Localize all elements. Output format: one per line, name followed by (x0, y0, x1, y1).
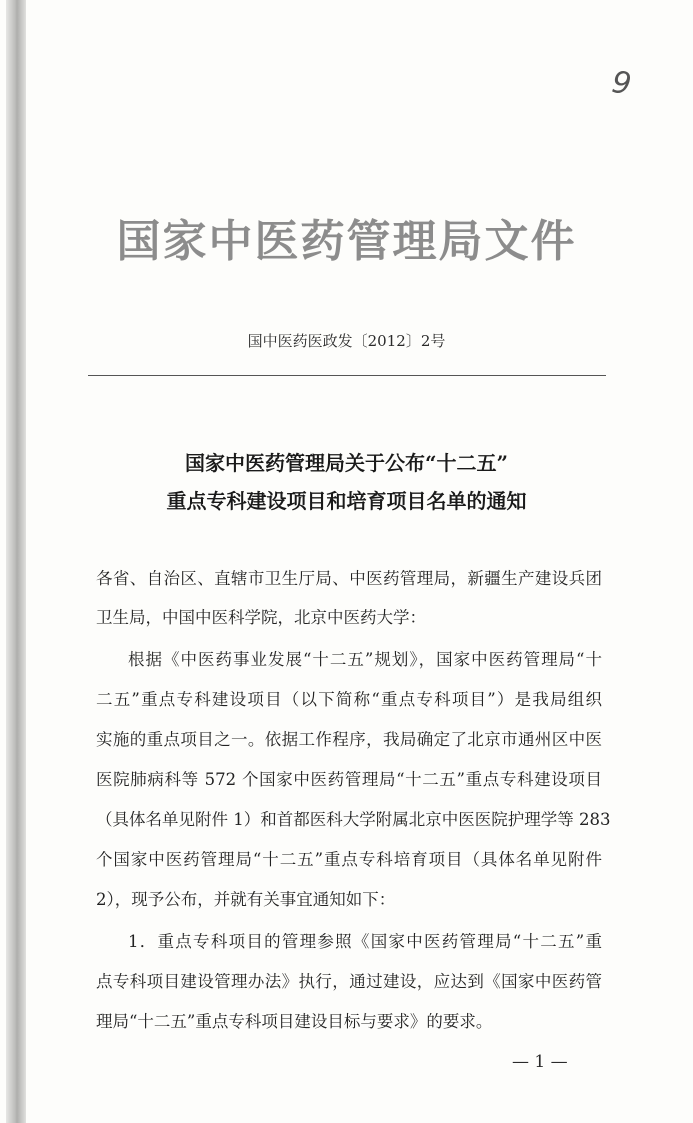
addressee-line-1: 各省、自治区、直辖市卫生厅局、中医药管理局，新疆生产建设兵团 (96, 569, 602, 588)
paragraph-1-line-3: 实施的重点项目之一。依据工作程序，我局确定了北京市通州区中医 (96, 730, 602, 749)
paragraph-1-line-4: 医院肺病科等 572 个国家中医药管理局“十二五”重点专科建设项目 (96, 770, 602, 789)
addressee-line-2: 卫生局，中国中医科学院，北京中医药大学： (96, 608, 426, 627)
paragraph-1-line-1: 根据《中医药事业发展“十二五”规划》，国家中医药管理局“十 (128, 650, 602, 669)
page-number: — 1 — (512, 1052, 568, 1072)
paragraph-1-line-5: （具体名单见附件 1）和首都医科大学附属北京中医医院护理学等 283 (96, 810, 611, 829)
paragraph-1-line-6: 个国家中医药管理局“十二五”重点专科培育项目（具体名单见附件 (96, 850, 602, 869)
document-number: 国中医药医政发〔2012〕2号 (247, 332, 446, 350)
paragraph-1-line-7: 2），现予公布，并就有关事宜通知如下： (96, 890, 396, 909)
masthead: 国家中医药管理局文件 (116, 216, 577, 267)
notice-title-line-2: 重点专科建设项目和培育项目名单的通知 (166, 489, 527, 513)
handwritten-page-mark: 9 (609, 64, 634, 103)
paragraph-1-line-2: 二五”重点专科建设项目（以下简称“重点专科项目”）是我局组织 (96, 690, 602, 709)
binding-edge (6, 0, 26, 1123)
header-divider (88, 375, 606, 376)
paragraph-2-line-2: 点专科项目建设管理办法》执行，通过建设，应达到《国家中医药管 (96, 972, 602, 991)
notice-title-line-1: 国家中医药管理局关于公布“十二五” (184, 451, 508, 475)
paragraph-2-line-3: 理局“十二五”重点专科项目建设目标与要求》的要求。 (96, 1012, 493, 1031)
paragraph-2-line-1: 1．重点专科项目的管理参照《国家中医药管理局“十二五”重 (128, 932, 602, 951)
